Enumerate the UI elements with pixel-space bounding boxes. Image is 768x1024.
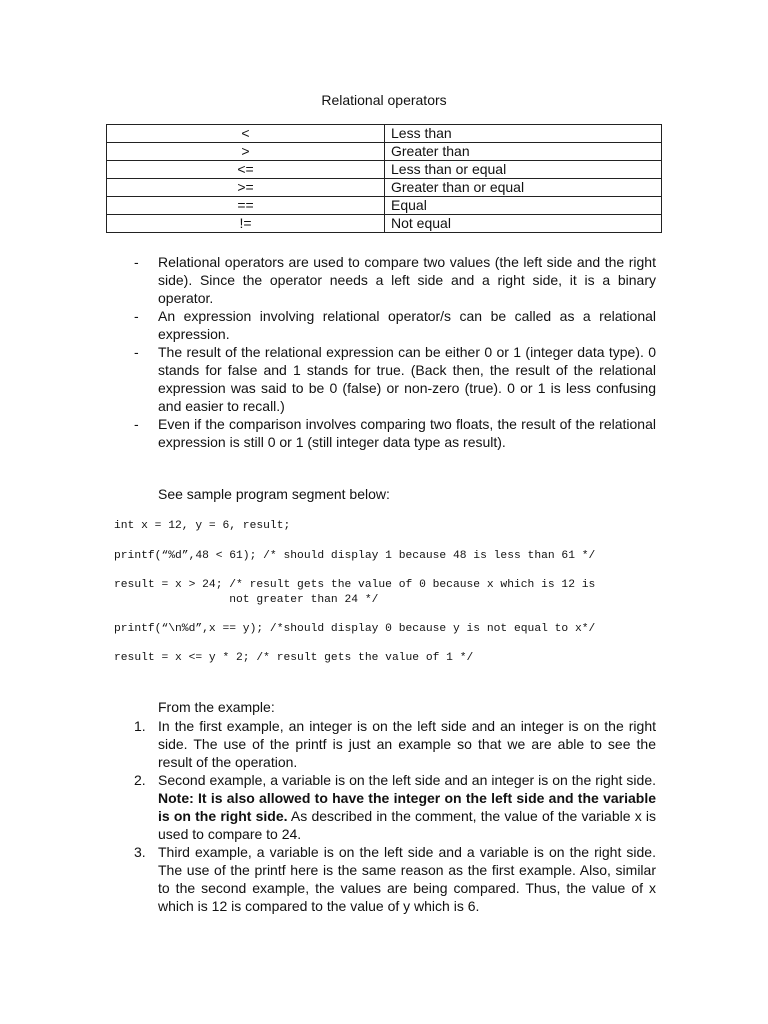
operators-table: [106, 124, 662, 233]
operator-meaning: Greater than: [385, 143, 662, 161]
list-item: [134, 717, 656, 771]
table-row: [107, 125, 662, 143]
list-item: [134, 771, 656, 843]
bullet-text: The result of the relational expression can be either 0 or 1 (integer data type). 0 stands for false and 1 stands for true. (Back then, the result of the relational expression was said to be 0 (false) or non-zero (true). 0 or 1 is less confusing and easier to recall.): [158, 344, 656, 414]
item-number: 1.: [134, 718, 146, 734]
note-bold: Note: It is also allowed to have the integer on the left side and the variable is on the right side.: [158, 790, 656, 824]
bullet-dash: -: [134, 254, 139, 270]
table-row: [107, 143, 662, 161]
page-title: Relational operators: [321, 92, 447, 108]
operator-symbol: ==: [107, 197, 385, 215]
operator-meaning: Greater than or equal: [385, 179, 662, 197]
operator-symbol: >=: [107, 179, 385, 197]
example-text: In the first example, an integer is on the left side and an integer is on the right side. The use of the printf is just an example so that we are able to see the result of the operation.: [158, 718, 656, 770]
table-row: [107, 197, 662, 215]
item-number: 3.: [134, 844, 146, 860]
list-item: [134, 343, 656, 415]
operator-meaning: Less than: [385, 125, 662, 143]
bullet-text: Even if the comparison involves comparing two floats, the result of the relational expression is still 0 or 1 (still integer data type as result).: [158, 416, 656, 450]
list-item: [134, 307, 656, 343]
bullet-dash: -: [134, 308, 139, 324]
operator-symbol: <=: [107, 161, 385, 179]
list-item: [134, 415, 656, 451]
list-item: [134, 843, 656, 915]
example-text: Second example, a variable is on the left side and an integer is on the right side.: [158, 772, 656, 788]
operator-meaning: Not equal: [385, 215, 662, 233]
item-number: 2.: [134, 772, 146, 788]
operator-symbol: !=: [107, 215, 385, 233]
sample-intro: See sample program segment below:: [158, 486, 390, 502]
bullet-text: Relational operators are used to compare two values (the left side and the right side). Since the operator needs a left side and a right side, it is a binary operator.: [158, 254, 656, 306]
operator-symbol: <: [107, 125, 385, 143]
bullet-dash: -: [134, 416, 139, 432]
code-line: int x = 12, y = 6, result;: [114, 520, 291, 532]
table-row: [107, 179, 662, 197]
operator-meaning: Less than or equal: [385, 161, 662, 179]
operator-meaning: Equal: [385, 197, 662, 215]
table-row: [107, 161, 662, 179]
code-line: printf(“\n%d”,x == y); /*should display 0 because y is not equal to x*/: [114, 623, 596, 635]
list-item: [134, 253, 656, 307]
example-list: [134, 717, 656, 915]
example-text-after: As described in the comment, the value of the variable x is used to compare to 24.: [158, 808, 656, 842]
code-line: printf(“%d”,48 < 61); /* should display 1 because 48 is less than 61 */: [114, 550, 596, 562]
bullet-dash: -: [134, 344, 139, 360]
code-line: result = x <= y * 2; /* result gets the value of 1 */: [114, 652, 474, 664]
code-line: result = x > 24; /* result gets the value of 0 because x which is 12 is not greater than 24 */: [114, 579, 596, 606]
examples-intro: From the example:: [158, 699, 275, 715]
bullet-text: An expression involving relational operator/s can be called as a relational expression.: [158, 308, 656, 342]
operator-symbol: >: [107, 143, 385, 161]
bullet-list: [134, 253, 656, 451]
example-text: Third example, a variable is on the left side and a variable is on the right side. The use of the printf here is the same reason as the first example. Also, similar to the second example, the values are being compared. Thus, the value of x which is 12 is compared to the value of y which is 6.: [158, 844, 656, 914]
table-row: [107, 215, 662, 233]
